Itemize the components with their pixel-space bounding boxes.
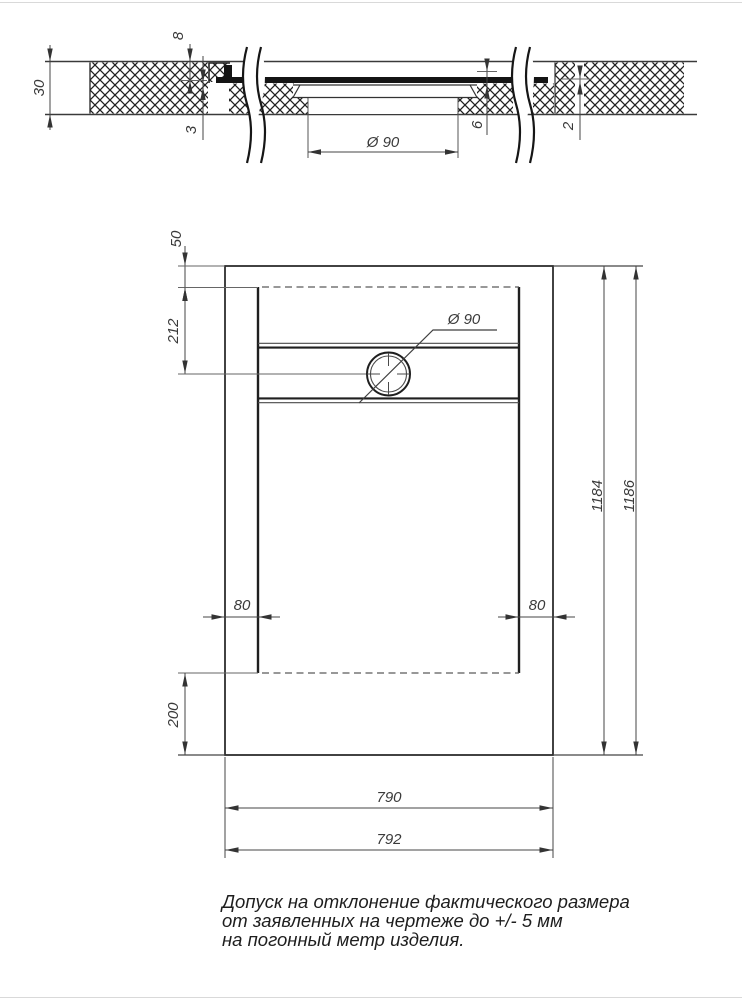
- dim-top-inset: [178, 246, 258, 312]
- dim-outer-length-label: 1186: [621, 479, 638, 513]
- tolerance-note-line1: Допуск на отклонение фактического размера: [222, 891, 630, 912]
- tray-body: [216, 77, 548, 83]
- tray-upstand: [224, 65, 232, 78]
- dim-top-inset-label: 50: [168, 230, 185, 248]
- section-view: [31, 31, 697, 163]
- tolerance-note-line2: от заявленных на чертеже до +/- 5 мм: [222, 910, 563, 931]
- dim-drain-diameter-plan-label: Ø 90: [447, 311, 481, 328]
- dim-gap-right-label: 2: [560, 121, 577, 131]
- dim-drain-offset-label: 212: [165, 318, 182, 344]
- dim-outer-width-label: 792: [376, 831, 402, 848]
- dim-inner-width-label: 790: [376, 789, 402, 806]
- dim-tray-edge-height-label: 8: [170, 31, 187, 41]
- dim-bottom-inset: [178, 673, 258, 755]
- dim-gap-left-label: 3: [183, 125, 200, 135]
- dim-drain-offset: [178, 288, 366, 375]
- dim-floor-thickness-label: 30: [31, 79, 48, 97]
- inner-area: [258, 287, 519, 673]
- tolerance-note: [220, 891, 630, 950]
- break-lines-right: [512, 47, 534, 163]
- page-border-bottom: [0, 997, 742, 998]
- dim-bottom-inset-label: 200: [165, 702, 182, 728]
- dim-left-inset-label: 80: [233, 597, 251, 614]
- page-border-top: [0, 2, 742, 3]
- break-lines-left: [243, 47, 265, 163]
- dim-right-inset-label: 80: [528, 597, 546, 614]
- dim-inner-length-label: 1184: [589, 479, 606, 513]
- tray-outline: [225, 266, 553, 755]
- plan-view: [165, 230, 643, 858]
- dim-drain-diameter-section-label: Ø 90: [366, 134, 400, 151]
- tolerance-note-line3: на погонный метр изделия.: [222, 929, 465, 950]
- dim-recess-step-label: 6: [469, 120, 486, 130]
